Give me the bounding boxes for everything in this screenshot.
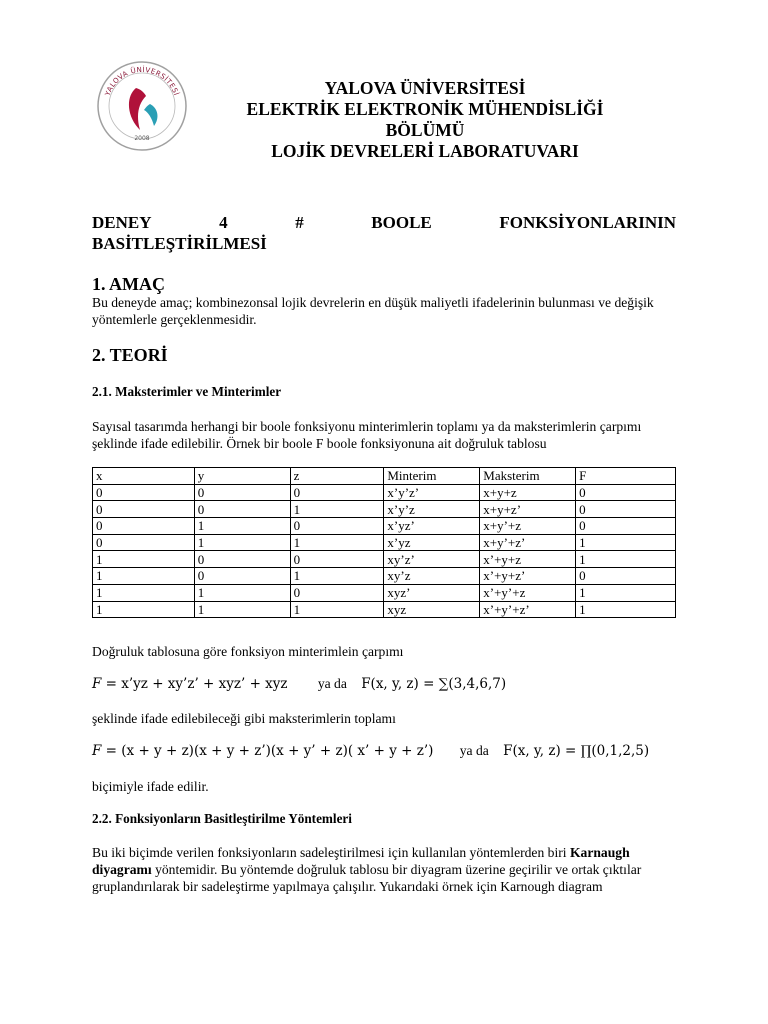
table-cell: xy’z bbox=[384, 568, 480, 585]
subsection-heading-2-2: 2.2. Fonksiyonların Basitleştirilme Yöntemleri bbox=[92, 811, 352, 826]
table-header-cell: Minterim bbox=[384, 468, 480, 485]
table-cell: x’+y’+z’ bbox=[480, 601, 576, 618]
table-cell: 1 bbox=[194, 534, 290, 551]
minterm-intro: Doğruluk tablosuna göre fonksiyon minterimlein çarpımı bbox=[92, 644, 404, 659]
table-cell: x’+y+z bbox=[480, 551, 576, 568]
table-cell: x’y’z’ bbox=[384, 484, 480, 501]
formula-lhs: F bbox=[92, 676, 102, 692]
title-word: FONKSİYONLARININ bbox=[499, 213, 676, 232]
table-cell: 1 bbox=[93, 568, 195, 585]
karnaugh-paragraph bbox=[92, 844, 652, 895]
formula-sum-notation: F(x, y, z) = ∑(3,4,6,7) bbox=[361, 676, 507, 692]
table-cell: x+y’+z bbox=[480, 518, 576, 535]
table-cell: x+y+z bbox=[480, 484, 576, 501]
table-header-cell: z bbox=[290, 468, 384, 485]
table-cell: x’y’z bbox=[384, 501, 480, 518]
table-cell: 0 bbox=[194, 484, 290, 501]
table-header-cell: Maksterim bbox=[480, 468, 576, 485]
university-logo bbox=[96, 60, 188, 152]
table-cell: 0 bbox=[93, 484, 195, 501]
aim-heading: 1. AMAÇ bbox=[92, 274, 165, 294]
svg-text:YALOVA ÜNİVERSİTESİ: YALOVA ÜNİVERSİTESİ bbox=[103, 65, 181, 97]
ya-da-text: ya da bbox=[459, 743, 489, 758]
table-cell: 1 bbox=[93, 601, 195, 618]
table-cell: x’+y+z’ bbox=[480, 568, 576, 585]
paragraph-text: Bu iki biçimde verilen fonksiyonların sadeleştirilmesi için kullanılan yöntemlerden biri bbox=[92, 845, 567, 860]
logo-year: 2008 bbox=[134, 135, 150, 142]
table-cell: x+y’+z’ bbox=[480, 534, 576, 551]
table-cell: 1 bbox=[576, 584, 676, 601]
table-cell: 1 bbox=[576, 551, 676, 568]
table-cell: 0 bbox=[290, 551, 384, 568]
karnaugh-term: Karnaugh diyagramı bbox=[92, 845, 630, 877]
title-word: 4 bbox=[219, 213, 228, 232]
formula-rhs: = (x + y + z)(x + y + z’)(x + y’ + z)( x’ + y + z’) bbox=[101, 743, 434, 759]
laboratory-name: LOJİK DEVRELERİ LABORATUVARI bbox=[271, 141, 579, 161]
university-name: YALOVA ÜNİVERSİTESİ bbox=[324, 78, 526, 98]
table-cell: 1 bbox=[194, 601, 290, 618]
formula-rhs: = x’yz + xy’z’ + xyz’ + xyz bbox=[101, 676, 288, 692]
table-cell: 0 bbox=[576, 518, 676, 535]
table-cell: x’yz bbox=[384, 534, 480, 551]
department-name: ELEKTRİK ELEKTRONİK MÜHENDİSLİĞİ bbox=[246, 99, 604, 119]
table-cell: 0 bbox=[290, 484, 384, 501]
maxterm-intro: şeklinde ifade edilebileceği gibi maksterimlerin toplamı bbox=[92, 711, 396, 726]
table-cell: 1 bbox=[93, 551, 195, 568]
table-row bbox=[93, 551, 676, 568]
theory-heading: 2. TEORİ bbox=[92, 345, 168, 365]
table-cell: xy’z’ bbox=[384, 551, 480, 568]
table-cell: 1 bbox=[93, 584, 195, 601]
table-cell: 1 bbox=[194, 584, 290, 601]
table-row bbox=[93, 601, 676, 618]
table-row bbox=[93, 501, 676, 518]
formula-conclusion: biçimiyle ifade edilir. bbox=[92, 779, 209, 794]
table-cell: 0 bbox=[576, 501, 676, 518]
table-cell: 1 bbox=[194, 518, 290, 535]
table-row bbox=[93, 534, 676, 551]
formula-product-notation: F(x, y, z) = ∏(0,1,2,5) bbox=[503, 743, 650, 759]
table-row bbox=[93, 584, 676, 601]
table-row bbox=[93, 518, 676, 535]
table-cell: 1 bbox=[290, 501, 384, 518]
table-cell: x+y+z’ bbox=[480, 501, 576, 518]
table-cell: 0 bbox=[576, 484, 676, 501]
table-cell: xyz bbox=[384, 601, 480, 618]
table-cell: 1 bbox=[576, 601, 676, 618]
table-cell: 0 bbox=[93, 534, 195, 551]
table-header-cell: x bbox=[93, 468, 195, 485]
table-header-row bbox=[93, 468, 676, 485]
table-cell: 1 bbox=[576, 534, 676, 551]
table-header-cell: y bbox=[194, 468, 290, 485]
table-cell: 0 bbox=[93, 501, 195, 518]
table-cell: 0 bbox=[194, 551, 290, 568]
table-cell: 0 bbox=[576, 568, 676, 585]
aim-paragraph: Bu deneyde amaç; kombinezonsal lojik devrelerin en düşük maliyetli ifadelerinin bulunması ve değişik yöntemlerle gerçeklenmesidir. bbox=[92, 295, 654, 327]
table-cell: xyz’ bbox=[384, 584, 480, 601]
table-row bbox=[93, 484, 676, 501]
table-cell: 1 bbox=[290, 534, 384, 551]
table-row bbox=[93, 568, 676, 585]
table-cell: x’+y’+z bbox=[480, 584, 576, 601]
table-cell: 0 bbox=[290, 584, 384, 601]
title-word: DENEY bbox=[92, 213, 152, 232]
experiment-title bbox=[92, 212, 676, 254]
table-cell: 0 bbox=[194, 501, 290, 518]
maxterm-formula bbox=[92, 743, 649, 759]
title-line-2: BASİTLEŞTİRİLMESİ bbox=[92, 234, 267, 253]
table-cell: x’yz’ bbox=[384, 518, 480, 535]
truth-table bbox=[92, 467, 676, 618]
ya-da-text: ya da bbox=[317, 676, 347, 691]
theory-paragraph: Sayısal tasarımda herhangi bir boole fonksiyonu minterimlerin toplamı ya da maksterimlerin çarpımı şeklinde ifade edilebilir. Örnek bir boole F boole fonksiyonuna ait doğruluk tablosu bbox=[92, 419, 642, 451]
title-word: BOOLE bbox=[371, 213, 432, 232]
paragraph-text: yöntemidir. Bu yöntemde doğruluk tablosu bir diyagram üzerine geçirilir ve ortak çıktılar gruplandırılarak bir sadeleştirme yapılmaya çalışılır. Yukarıdaki örnek için Karnough diagram bbox=[92, 862, 642, 894]
table-cell: 1 bbox=[290, 568, 384, 585]
subsection-heading-2-1: 2.1. Maksterimler ve Minterimler bbox=[92, 384, 282, 399]
table-cell: 0 bbox=[194, 568, 290, 585]
formula-lhs: F bbox=[92, 743, 102, 759]
table-header-cell: F bbox=[576, 468, 676, 485]
minterm-formula bbox=[92, 676, 506, 692]
document-header bbox=[200, 78, 650, 162]
table-cell: 0 bbox=[93, 518, 195, 535]
table-cell: 0 bbox=[290, 518, 384, 535]
table-cell: 1 bbox=[290, 601, 384, 618]
title-word: # bbox=[295, 213, 304, 232]
department-suffix: BÖLÜMÜ bbox=[385, 120, 465, 140]
